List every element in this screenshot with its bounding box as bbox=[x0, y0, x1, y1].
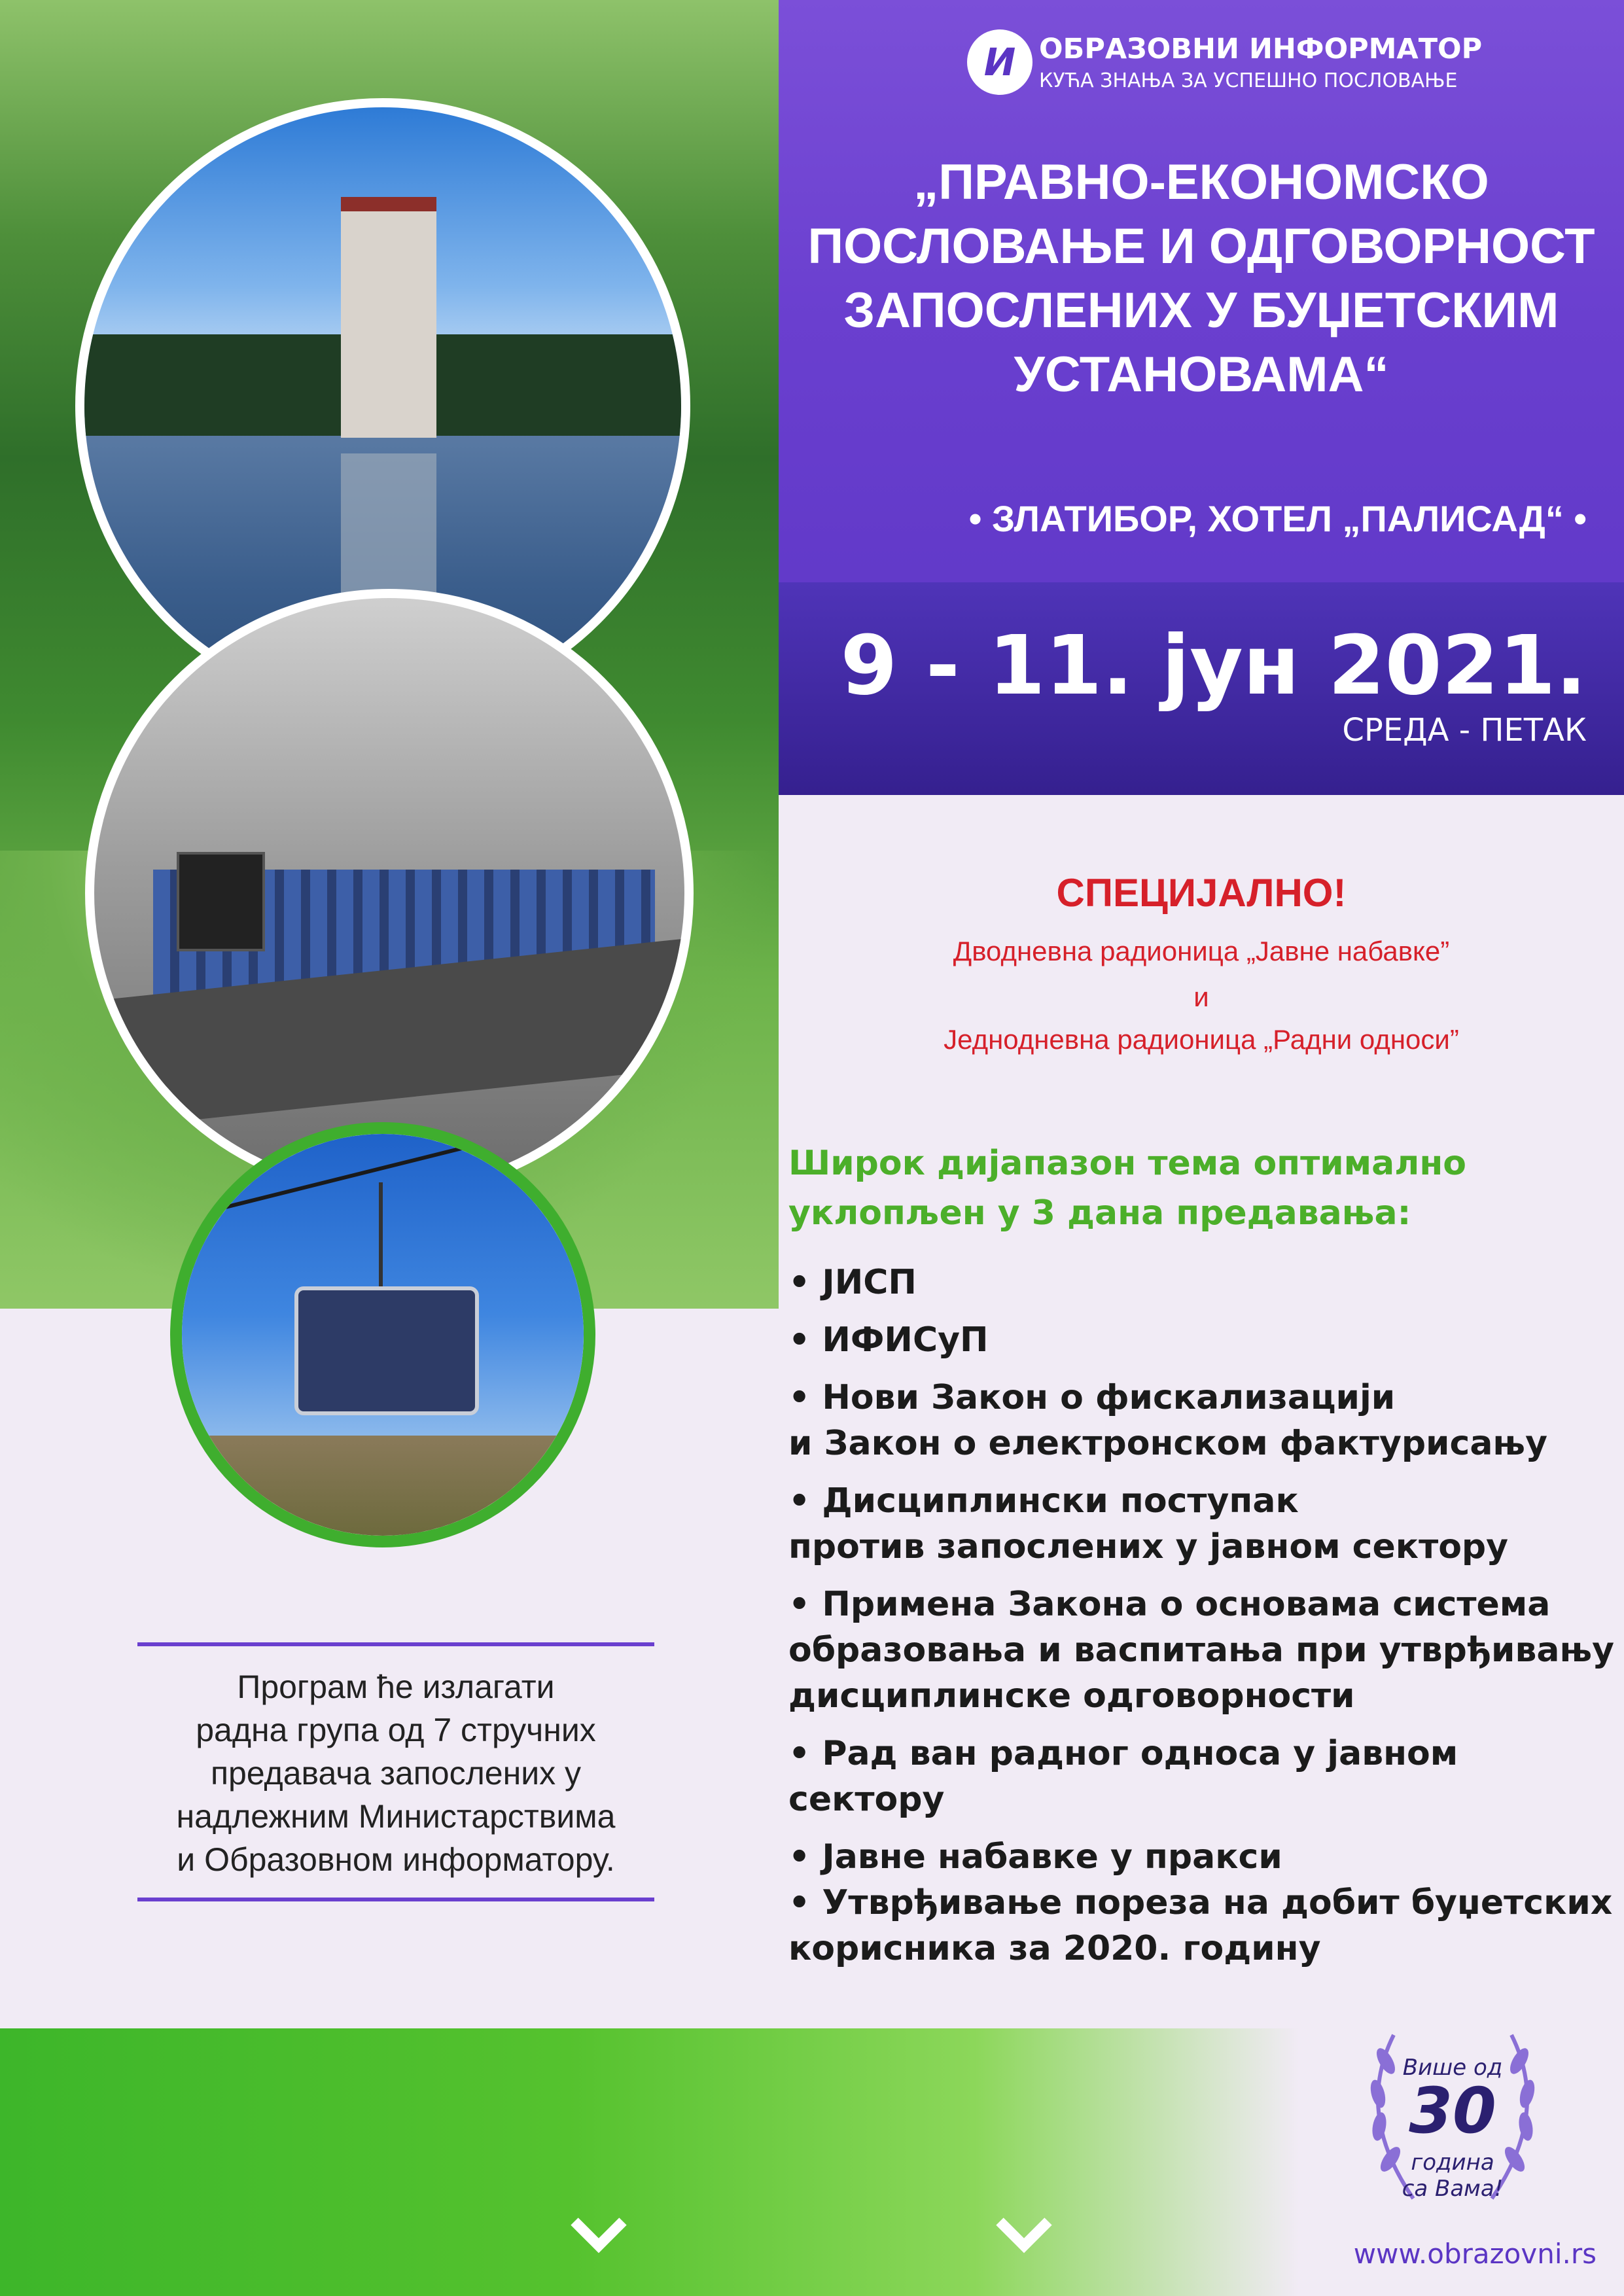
seal-text: година bbox=[1411, 2149, 1494, 2176]
conference-hall-photo bbox=[85, 589, 694, 1197]
topic-item: • Дисциплински поступак bbox=[788, 1481, 1299, 1521]
special-title: СПЕЦИЈАЛНО! bbox=[1056, 871, 1347, 915]
website-link[interactable]: www.obrazovni.rs bbox=[1353, 2238, 1597, 2270]
brand-tagline: КУЋА ЗНАЊА ЗА УСПЕШНО ПОСЛОВАЊЕ bbox=[1039, 69, 1458, 92]
event-days: СРЕДА - ПЕТАК bbox=[1342, 712, 1587, 749]
special-line: Дводневна радионица „Јавне набавке” bbox=[953, 936, 1450, 966]
special-line: и bbox=[1193, 981, 1209, 1012]
topic-item: • Утврђивање пореза на добит буџетских bbox=[788, 1883, 1613, 1922]
topics-heading-line: уклопљен у 3 дана предавања: bbox=[788, 1193, 1411, 1233]
special-line: Једнодневна радионица „Радни односи” bbox=[944, 1024, 1459, 1055]
program-line: предавача запослених у bbox=[210, 1755, 582, 1792]
program-line: Програм ће излагати bbox=[237, 1669, 555, 1705]
brand-logo-icon: И bbox=[967, 29, 1033, 95]
event-venue: • ЗЛАТИБОР, ХОТЕЛ „ПАЛИСАД“ • bbox=[968, 498, 1587, 539]
divider bbox=[137, 1642, 654, 1646]
topic-item: сектору bbox=[788, 1780, 945, 1819]
topics-heading-line: Широк дијапазон тема оптимално bbox=[788, 1144, 1467, 1183]
divider bbox=[137, 1898, 654, 1901]
title-line: УСТАНОВАМА“ bbox=[1014, 347, 1389, 402]
topic-item: • Рад ван радног односа у јавном bbox=[788, 1734, 1458, 1773]
topic-item: и Закон о електронском фактурисању bbox=[788, 1424, 1548, 1463]
topic-item: • ЈИСП bbox=[788, 1263, 917, 1302]
topics-heading bbox=[788, 1139, 1466, 1238]
topic-item: корисника за 2020. годину bbox=[788, 1929, 1321, 1968]
topic-item: • Примена Закона о основама система bbox=[788, 1585, 1551, 1624]
topic-item: • ИФИСуП bbox=[788, 1320, 989, 1360]
program-line: и Образовном информатору. bbox=[177, 1841, 615, 1878]
chevron-down-icon bbox=[995, 2205, 1053, 2264]
topic-item: дисциплинске одговорности bbox=[788, 1676, 1355, 1716]
title-line: ПОСЛОВАЊЕ И ОДГОВОРНОСТ bbox=[807, 219, 1595, 274]
title-line: „ПРАВНО-ЕКОНОМСКО bbox=[913, 154, 1489, 210]
program-line: надлежним Министарствима bbox=[176, 1798, 616, 1835]
chevron-down-icon bbox=[569, 2205, 628, 2264]
program-note bbox=[131, 1665, 661, 1881]
seal-number: 30 bbox=[1409, 2074, 1496, 2147]
seal-text: Више од bbox=[1402, 2055, 1503, 2081]
program-line: радна група од 7 стручних bbox=[196, 1712, 596, 1748]
topic-item: • Нови Закон о фискализацији bbox=[788, 1378, 1396, 1417]
seal-text: са Вама! bbox=[1402, 2176, 1504, 2202]
brand-name: ОБРАЗОВНИ ИНФОРМАТОР bbox=[1039, 33, 1483, 65]
event-date: 9 - 11. јун 2021. bbox=[840, 618, 1587, 713]
topic-item: против запослених у јавном сектору bbox=[788, 1527, 1509, 1566]
title-line: ЗАПОСЛЕНИХ У БУЏЕТСКИМ bbox=[843, 283, 1559, 338]
topic-item: образовања и васпитања при утврђивању bbox=[788, 1631, 1615, 1670]
topic-item: • Јавне набавке у пракси bbox=[788, 1837, 1282, 1877]
cable-car-photo bbox=[170, 1122, 595, 1547]
event-title bbox=[785, 150, 1617, 407]
topics-list bbox=[788, 1260, 1614, 1971]
